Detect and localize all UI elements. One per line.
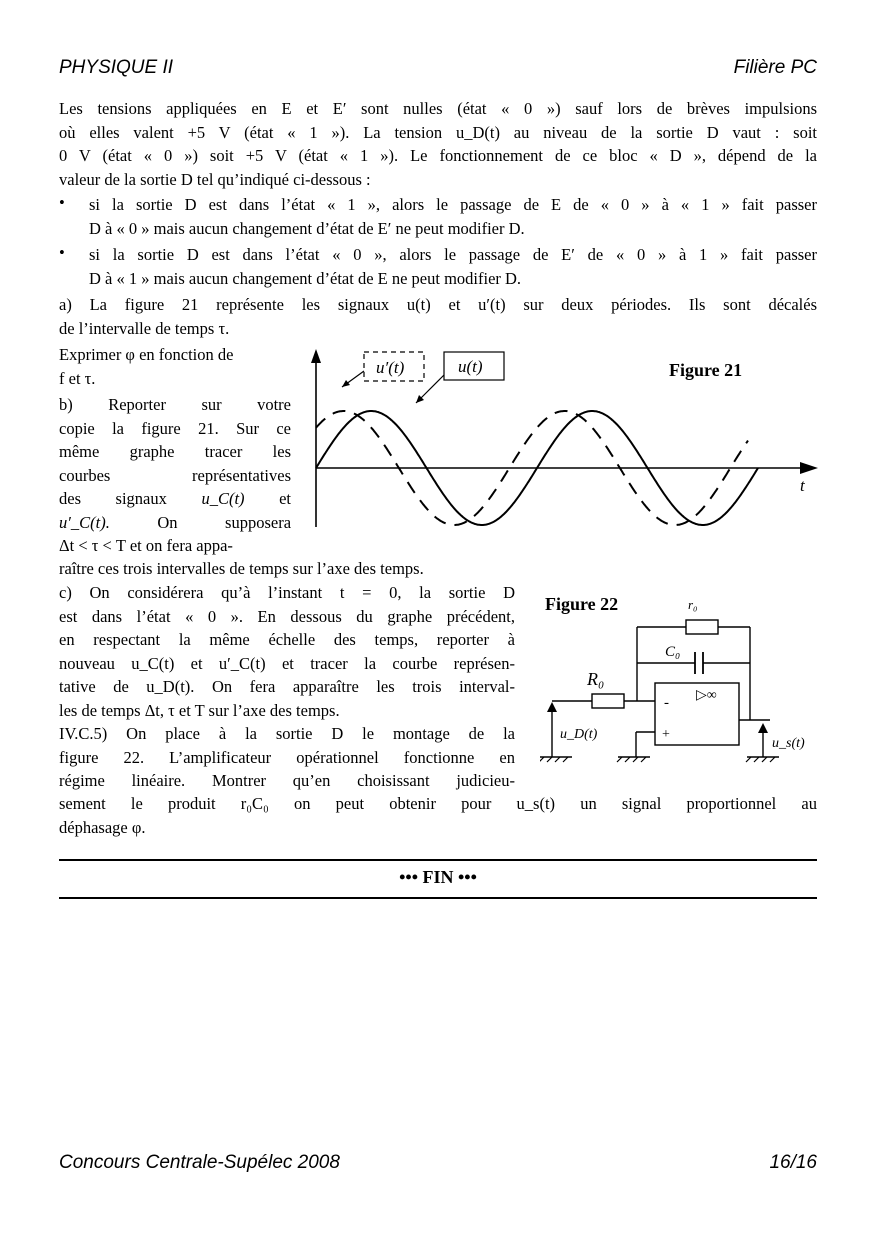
figure-21-title: Figure 21: [669, 360, 743, 380]
text-line: nouveau u_C(t) et u′_C(t) et tracer la courbe représen-: [59, 653, 515, 673]
part-c: [59, 581, 515, 722]
figure-22-title: Figure 22: [545, 594, 619, 614]
text-line: où elles valent +5 V (état « 1 »). La tension u_D(t) au niveau de la sortie D vaut : soit: [59, 122, 817, 142]
part-iv-c5-end: [59, 792, 817, 839]
figure-22: [540, 590, 820, 770]
bullet-item: [89, 243, 817, 290]
text-line: f et τ.: [59, 368, 96, 388]
footer-left: Concours Centrale-Supélec 2008: [59, 1152, 340, 1173]
text-line: même graphe tracer les: [59, 442, 291, 461]
ground-hatch: [555, 757, 560, 762]
text-line: en respectant la même échelle des temps, reporter à: [59, 630, 515, 649]
intro-paragraph: [59, 97, 817, 191]
text-line: D à « 1 » mais aucun changement d’état de E ne peut modifier D.: [89, 268, 522, 288]
ground-hatch: [563, 757, 568, 762]
part-b: [59, 393, 291, 558]
text-line: Les tensions appliquées en E et E′ sont nulles (état « 0 ») sauf lors de brèves impulsions: [59, 99, 817, 118]
op-amp-symbol: ▷∞: [696, 688, 717, 703]
us-arrow-head: [758, 723, 768, 733]
resistor-r0: [686, 620, 718, 634]
t-axis-arrow: [800, 462, 818, 474]
text-line: valeur de la sortie D tel qu’indiqué ci-dessous :: [59, 169, 371, 189]
text-line: b) Reporter sur votre: [59, 395, 291, 414]
divider-bottom: [59, 897, 817, 899]
ground-hatch: [754, 757, 759, 762]
text-line: de l’intervalle de temps τ.: [59, 318, 230, 338]
text-line: Δt < τ < T et on fera appa-: [59, 536, 233, 555]
header-title: PHYSIQUE II: [59, 57, 174, 78]
footer-page: 16/16: [769, 1152, 817, 1173]
figure-21: [300, 345, 825, 535]
op-amp-minus: -: [664, 695, 669, 711]
text-line: les de temps Δt, τ et T sur l’axe des temps.: [59, 700, 340, 720]
text-line: figure 22. L’amplificateur opérationnel fonctionne en: [59, 747, 515, 767]
resistor-R0: [592, 694, 624, 708]
part-a: [59, 293, 817, 340]
text-line: u′_C(t). On supposera: [59, 512, 292, 532]
part-a-question: [59, 343, 291, 390]
bullet-marker: •: [59, 243, 65, 262]
label-u-prime: u′(t): [376, 358, 405, 377]
label-c0: C₀: [665, 644, 681, 660]
ud-arrow-head: [547, 702, 557, 712]
text-line: est dans l’état « 0 ». En dessous du graphe précédent,: [59, 606, 515, 626]
pointer-u-prime-head: [342, 380, 350, 387]
text-line: 0 V (état « 0 ») soit +5 V (état « 1 »). Le fonctionnement de ce bloc « D », dépend de la: [59, 146, 817, 165]
label-u: u(t): [458, 357, 483, 376]
bullet-marker: •: [59, 193, 65, 212]
t-axis-label: t: [800, 476, 805, 495]
end-marker: ••• FIN •••: [399, 867, 477, 887]
label-ud: u_D(t): [560, 727, 598, 742]
text-line: Exprimer φ en fonction de: [59, 345, 234, 364]
text-line: régime linéaire. Montrer qu’en choisissant judicieu-: [59, 771, 515, 790]
bullet-item: [89, 193, 817, 240]
label-R0: R₀: [587, 669, 605, 689]
text-line: copie la figure 21. Sur ce: [59, 418, 291, 438]
header-track: Filière PC: [733, 57, 817, 78]
text-line: c) On considérera qu’à l’instant t = 0, la sortie D: [59, 583, 515, 602]
ground-hatch: [617, 757, 622, 762]
text-line: des signaux u_C(t) et: [59, 489, 292, 508]
ground-hatch: [641, 757, 646, 762]
op-amp-plus: +: [662, 727, 670, 742]
ground-hatch: [547, 757, 552, 762]
divider-top: [59, 859, 817, 861]
text-line: IV.C.5) On place à la sortie D le montage de la: [59, 724, 515, 743]
ground-hatch: [540, 757, 544, 762]
ground-hatch: [770, 757, 775, 762]
ground-hatch: [746, 757, 751, 762]
ground-hatch: [633, 757, 638, 762]
label-r0: r₀: [688, 597, 698, 612]
text-line: courbes représentatives: [59, 465, 291, 485]
part-b-end: [59, 557, 817, 581]
text-line: si la sortie D est dans l’état « 1 », alors le passage de E de « 0 » à « 1 » fait passer: [89, 195, 817, 214]
text-line: sement le produit r₀C₀ on peut obtenir pour u_s(t) un signal proportionnel au: [59, 794, 817, 813]
text-line: raître ces trois intervalles de temps sur l’axe des temps.: [59, 559, 424, 578]
ground-hatch: [762, 757, 767, 762]
text-line: D à « 0 » mais aucun changement d’état de E′ ne peut modifier D.: [89, 218, 525, 238]
text-line: tative de u_D(t). On fera apparaître les trois interval-: [59, 677, 515, 696]
label-us: u_s(t): [772, 736, 805, 751]
y-axis-arrow: [311, 349, 321, 363]
ground-hatch: [625, 757, 630, 762]
text-line: si la sortie D est dans l’état « 0 », alors le passage de E′ de « 0 » à 1 » fait passer: [89, 245, 817, 264]
text-line: déphasage φ.: [59, 817, 146, 837]
text-line: a) La figure 21 représente les signaux u(t) et u′(t) sur deux périodes. Ils sont décalés: [59, 295, 817, 314]
part-iv-c5: [59, 722, 515, 793]
